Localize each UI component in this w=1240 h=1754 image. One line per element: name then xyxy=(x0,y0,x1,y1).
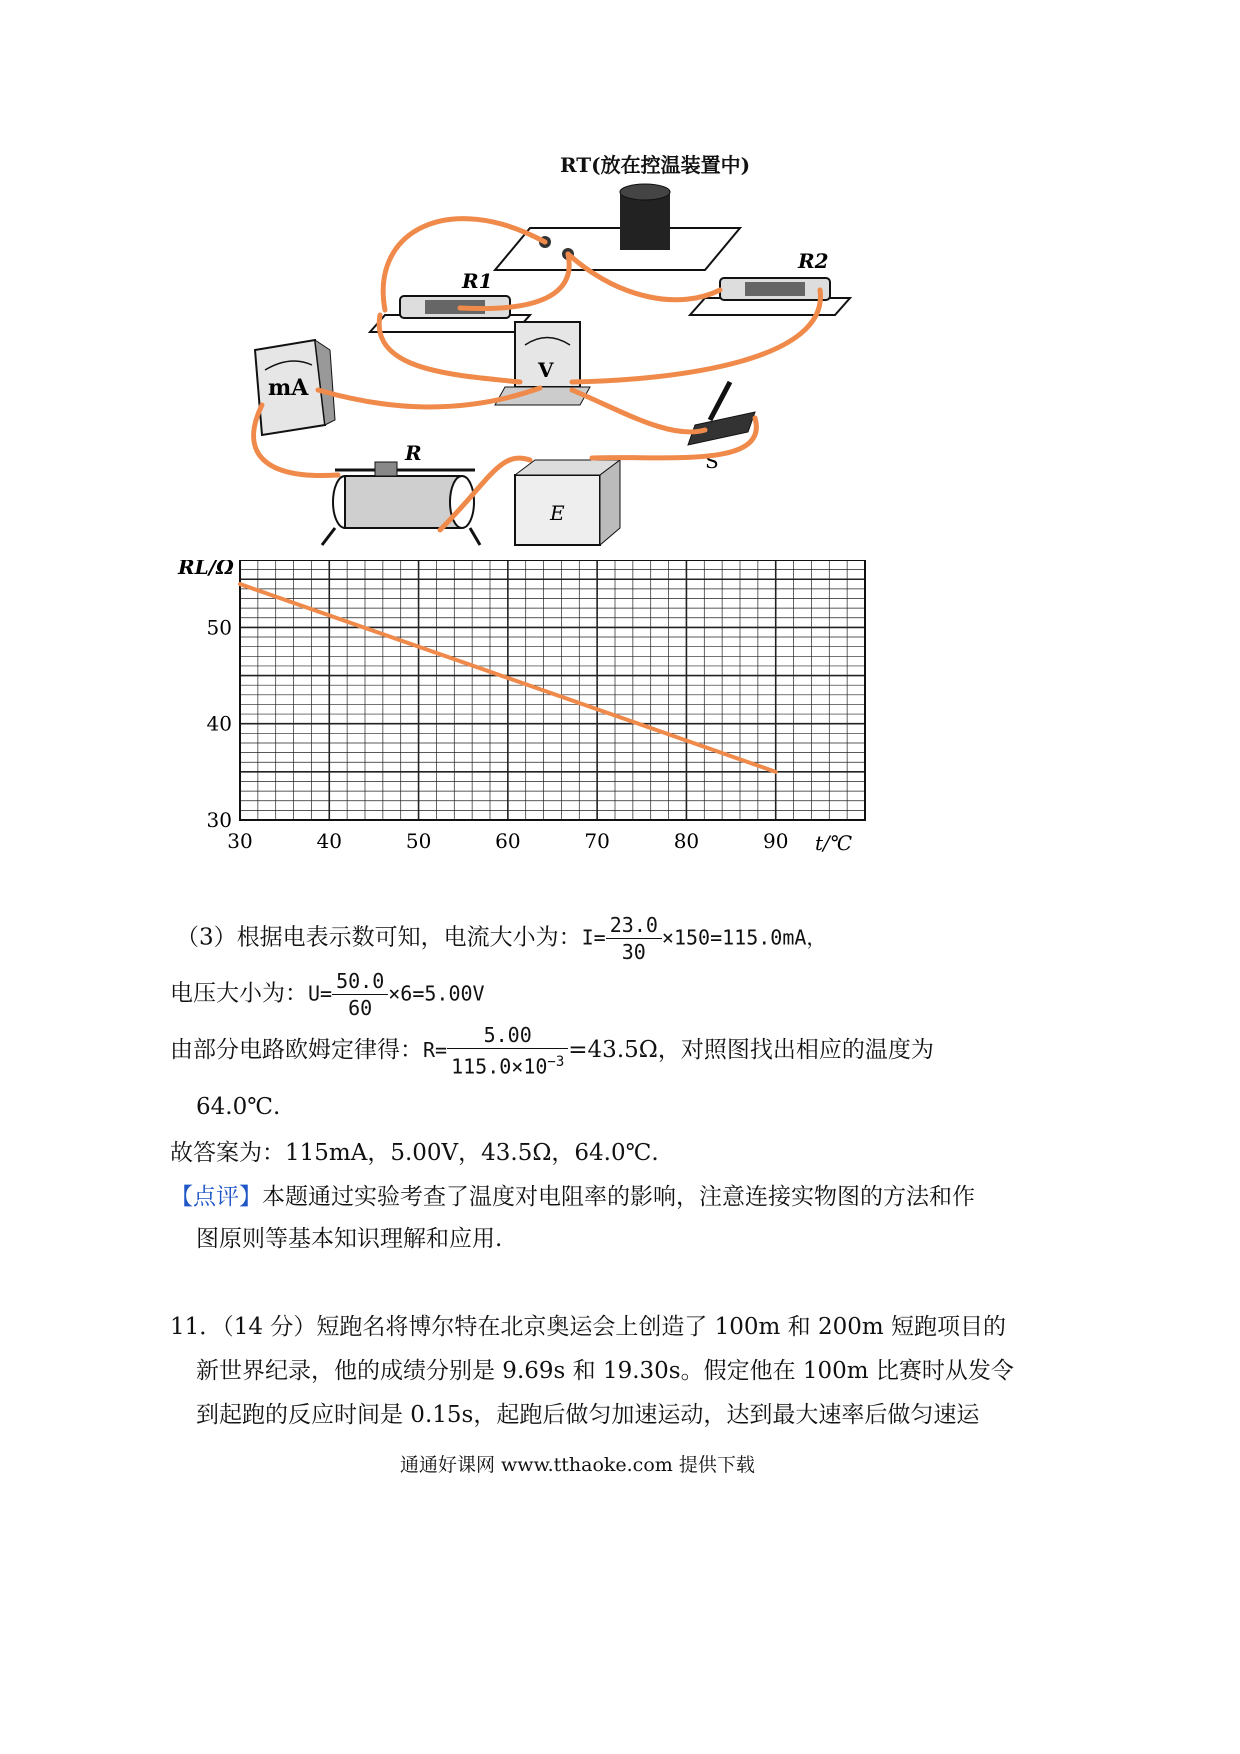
resistance-denominator xyxy=(447,1049,568,1080)
r2-label: R2 xyxy=(798,249,829,273)
resistance-den-exponent: −3 xyxy=(547,1054,565,1070)
question11-line-1: 11．（14 分）短跑名将博尔特在北京奥运会上创造了 100m 和 200m 短跑项目的 xyxy=(170,1314,1007,1340)
y-tick-label: 50 xyxy=(206,615,232,640)
x-tick-label: 60 xyxy=(495,829,521,853)
voltage-intro: 电压大小为： xyxy=(170,980,308,1007)
current-result: ×150=115.0mA， xyxy=(661,925,827,950)
resistance-prefix: R= xyxy=(423,1037,448,1062)
part3-intro: （3）根据电表示数可知，电流大小为： xyxy=(176,924,582,951)
x-tick-label: 70 xyxy=(584,829,610,853)
x-tick-label: 50 xyxy=(405,829,432,853)
voltage-line xyxy=(170,968,485,1021)
x-tick-label: 80 xyxy=(673,829,700,853)
chart-grid xyxy=(240,560,865,820)
x-tick-label: 90 xyxy=(762,829,789,853)
s-label: S xyxy=(705,449,719,473)
resistance-result: =43.5Ω，对照图找出相应的温度为 xyxy=(568,1036,934,1063)
e-label: E xyxy=(550,501,565,525)
rt-label: RT(放在控温装置中) xyxy=(560,153,751,177)
voltage-prefix: U= xyxy=(308,981,333,1006)
comment-text-1: 本题通过实验考查了温度对电阻率的影响，注意连接实物图的方法和作 xyxy=(262,1184,975,1210)
circuit-diagram xyxy=(200,150,920,590)
r-label: R xyxy=(405,441,422,465)
r1-label: R1 xyxy=(462,269,493,293)
x-axis-label: t/℃ xyxy=(815,831,853,855)
voltage-denominator: 60 xyxy=(348,996,373,1020)
voltage-fraction xyxy=(332,968,388,1021)
question11-line-3: 到起跑的反应时间是 0.15s，起跑后做匀加速运动，达到最大速率后做匀速运 xyxy=(196,1402,980,1428)
current-denominator: 30 xyxy=(621,940,646,964)
y-tick-label: 30 xyxy=(206,808,232,832)
ohm-line xyxy=(170,1022,934,1080)
resistance-fraction xyxy=(447,1022,568,1080)
current-fraction xyxy=(606,912,662,965)
v-label: V xyxy=(538,358,554,382)
temperature-line: 64.0℃. xyxy=(196,1094,281,1120)
question11-line-2: 新世界纪录，他的成绩分别是 9.69s 和 19.30s。假定他在 100m 比赛时从发令 xyxy=(196,1358,1014,1384)
comment-line-2: 图原则等基本知识理解和应用. xyxy=(196,1226,503,1252)
resistance-temperature-chart xyxy=(170,560,890,870)
battery xyxy=(515,460,620,545)
comment-tag: 【点评】 xyxy=(170,1184,262,1210)
resistance-numerator: 5.00 xyxy=(447,1022,568,1049)
ma-label: mA xyxy=(268,375,309,401)
resistance-den-base: 115.0×10 xyxy=(451,1054,548,1079)
x-tick-label: 40 xyxy=(316,829,343,853)
switch xyxy=(688,382,755,445)
part3-line xyxy=(176,912,826,965)
current-prefix: I= xyxy=(581,925,606,950)
rt-device xyxy=(495,184,740,270)
plot-frame xyxy=(240,560,865,820)
current-numerator: 23.0 xyxy=(606,912,662,939)
y-tick-label: 40 xyxy=(206,711,232,736)
answer-line: 故答案为：115mA，5.00V，43.5Ω，64.0℃. xyxy=(170,1140,659,1166)
r1-resistor xyxy=(370,296,530,332)
page-footer: 通通好课网 www.tthaoke.com 提供下载 xyxy=(400,1454,755,1476)
y-axis-label: RL/Ω xyxy=(178,560,234,579)
rheostat xyxy=(322,462,480,545)
comment-line-1 xyxy=(170,1180,975,1214)
x-tick-label: 30 xyxy=(227,829,253,853)
ohm-intro: 由部分电路欧姆定律得： xyxy=(170,1036,423,1063)
voltage-result: ×6=5.00V xyxy=(388,981,485,1006)
r2-resistor xyxy=(690,278,850,315)
voltage-numerator: 50.0 xyxy=(332,968,388,995)
